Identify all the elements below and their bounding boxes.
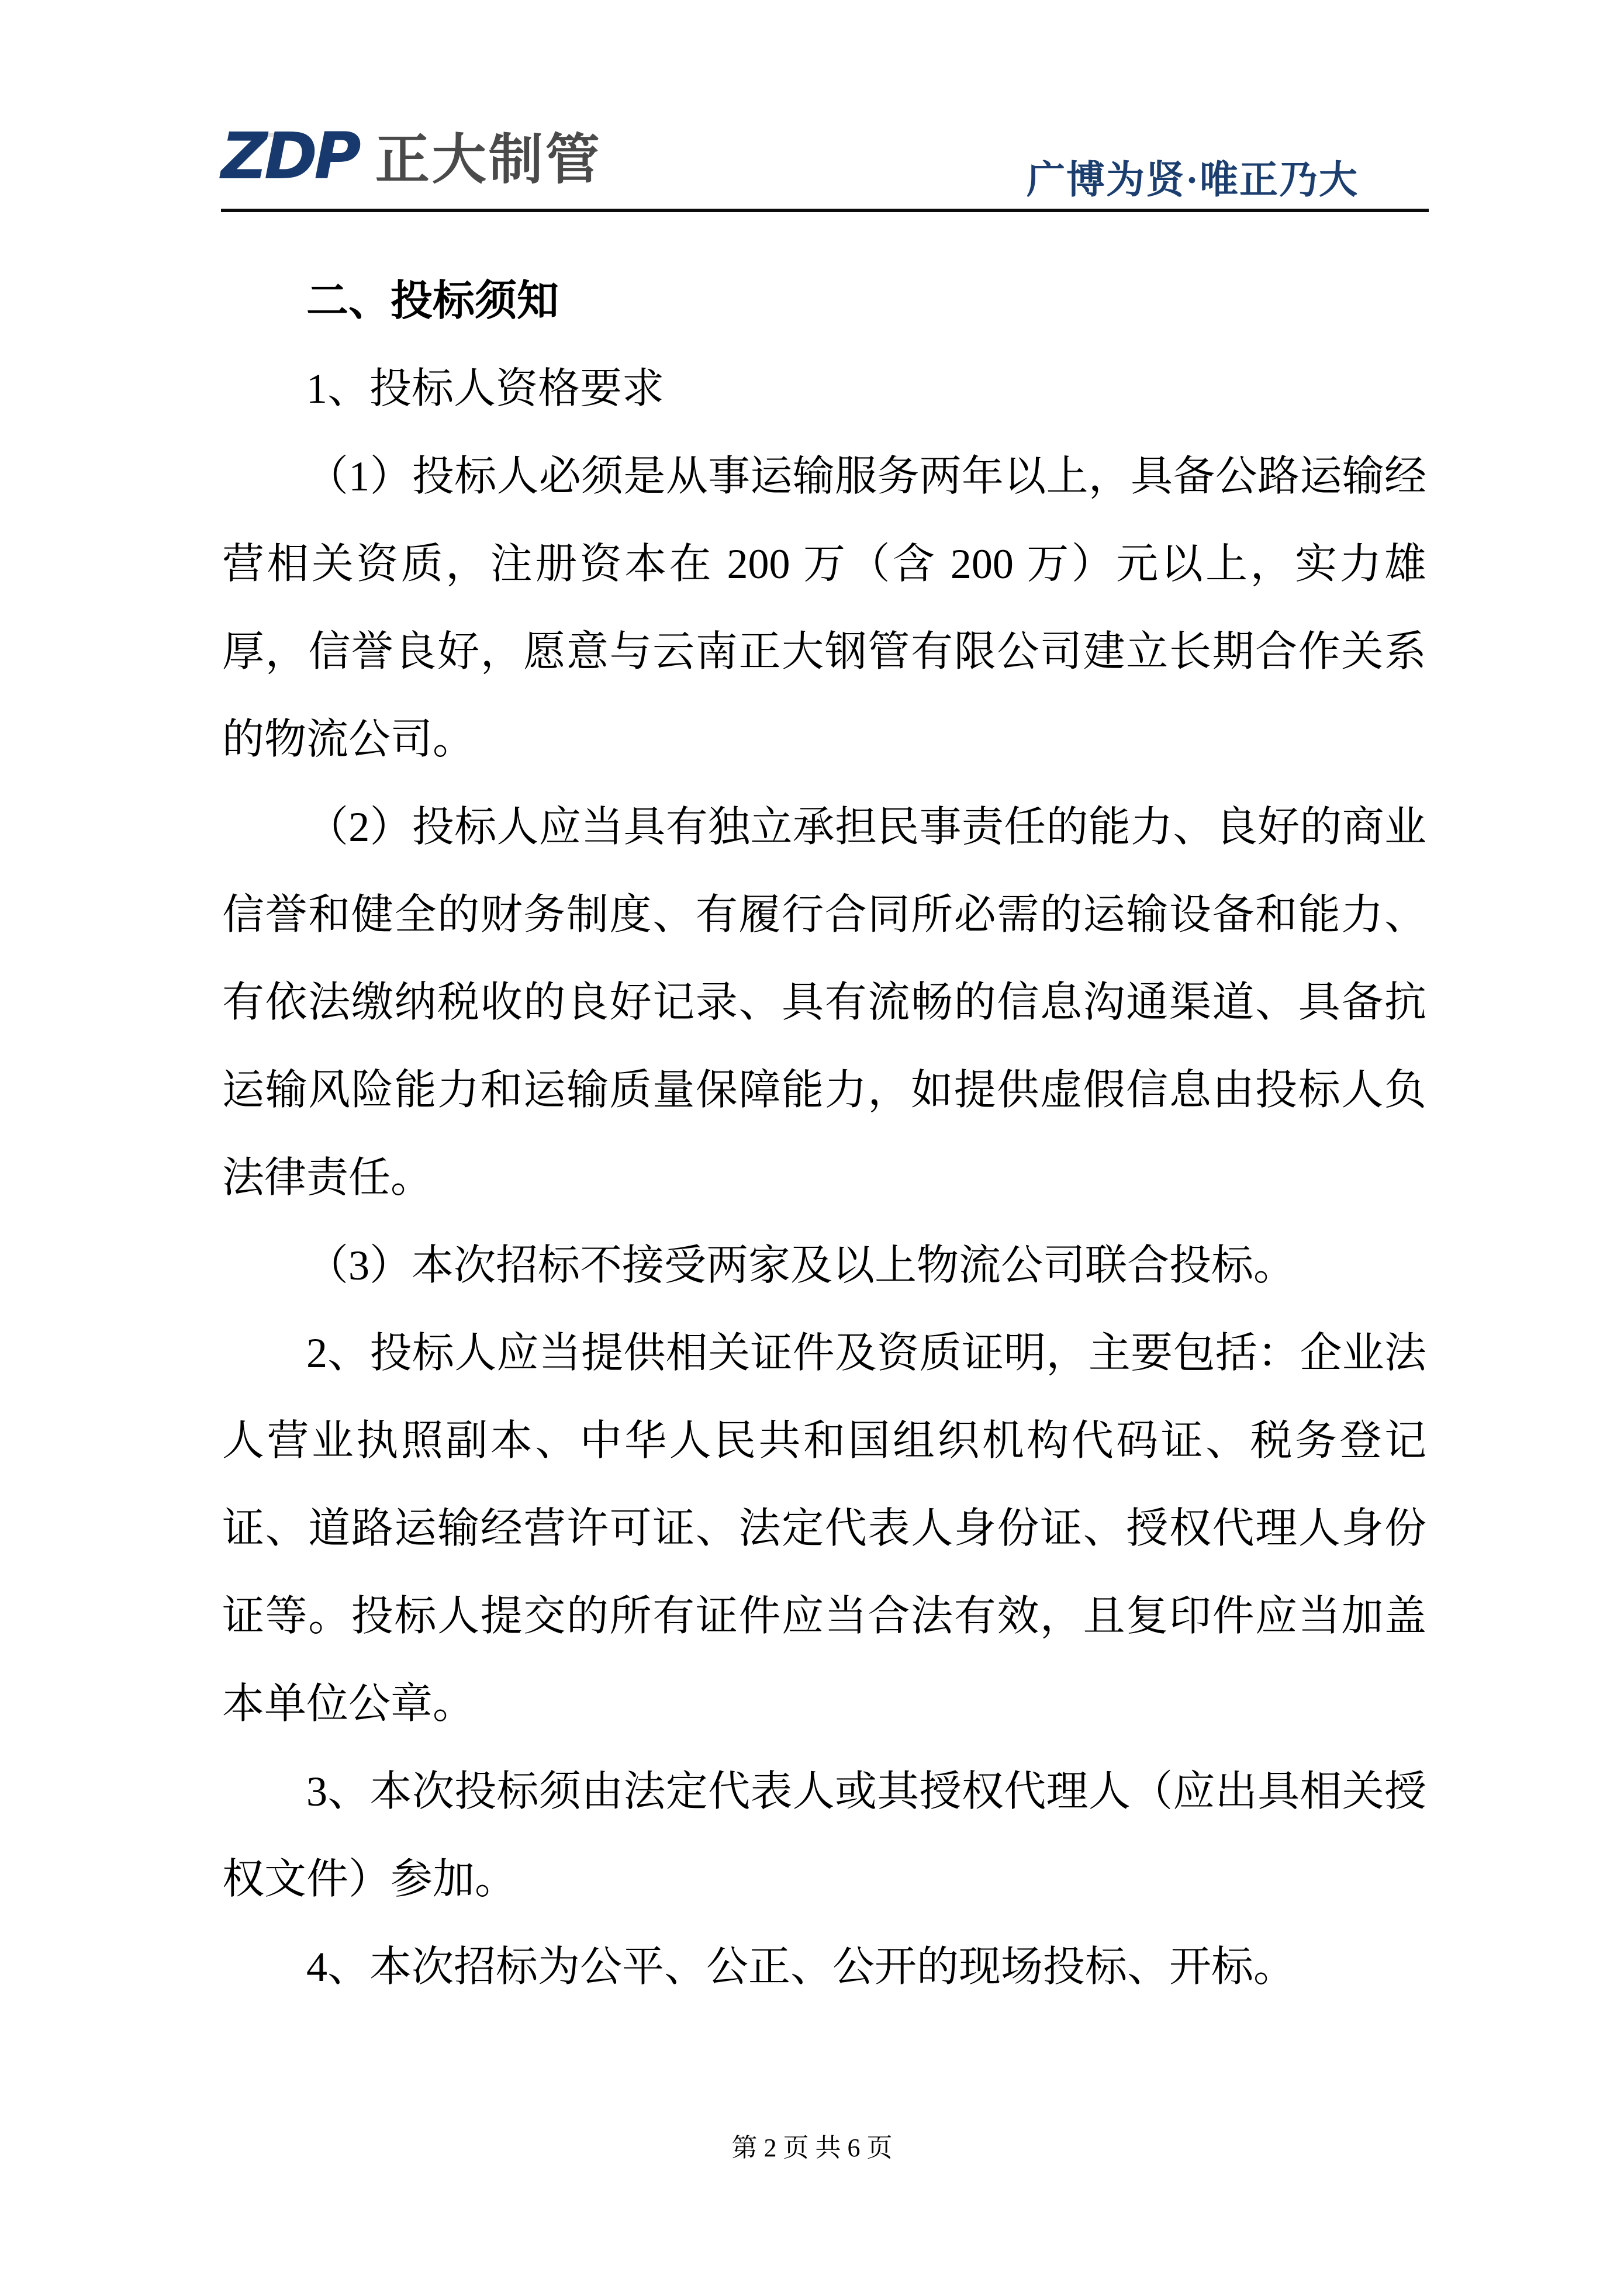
- document-body: [222, 257, 1426, 2011]
- paragraph-certificates: 2、投标人应当提供相关证件及资质证明，主要包括：企业法人营业执照副本、中华人民共和国组织机构代码证、税务登记证、道路运输经营许可证、法定代表人身份证、授权代理人身份证等。投标人提交的所有证件应当合法有效，且复印件应当加盖本单位公章。: [222, 1330, 1426, 1727]
- page-footer: [0, 2131, 1624, 2166]
- logo-brand-text: 正大制管: [375, 128, 602, 191]
- company-slogan: 广博为贤·唯正乃大: [1027, 159, 1359, 202]
- paragraph-requirement-2: （2）投标人应当具有独立承担民事责任的能力、良好的商业信誉和健全的财务制度、有履行合同所必需的运输设备和能力、有依法缴纳税收的良好记录、具有流畅的信息沟通渠道、具备抗运输风险能力和运输质量保障能力，如提供虚假信息由投标人负法律责任。: [222, 804, 1426, 1201]
- paragraph-representative: 3、本次投标须由法定代表人或其授权代理人（应出具相关授权文件）参加。: [222, 1768, 1426, 1903]
- header-divider: [221, 209, 1429, 212]
- paragraph-open-bidding: 4、本次招标为公平、公正、公开的现场投标、开标。: [306, 1944, 1296, 1990]
- company-logo: [221, 119, 602, 193]
- paragraph-requirement-1: （1）投标人必须是从事运输服务两年以上，具备公路运输经营相关资质，注册资本在 200 万（含 200 万）元以上，实力雄厚，信誉良好，愿意与云南正大钢管有限公司建立长期合作关系的物流公司。: [222, 453, 1426, 763]
- paragraph-requirement-3: （3）本次招标不接受两家及以上物流公司联合投标。: [306, 1242, 1296, 1289]
- logo-zdp-text: ZDP: [221, 119, 358, 193]
- page-number: 第 2 页 共 6 页: [731, 2134, 893, 2162]
- paragraph-bidder-qualification-title: 1、投标人资格要求: [306, 365, 665, 412]
- section-heading: 二、投标须知: [306, 278, 559, 324]
